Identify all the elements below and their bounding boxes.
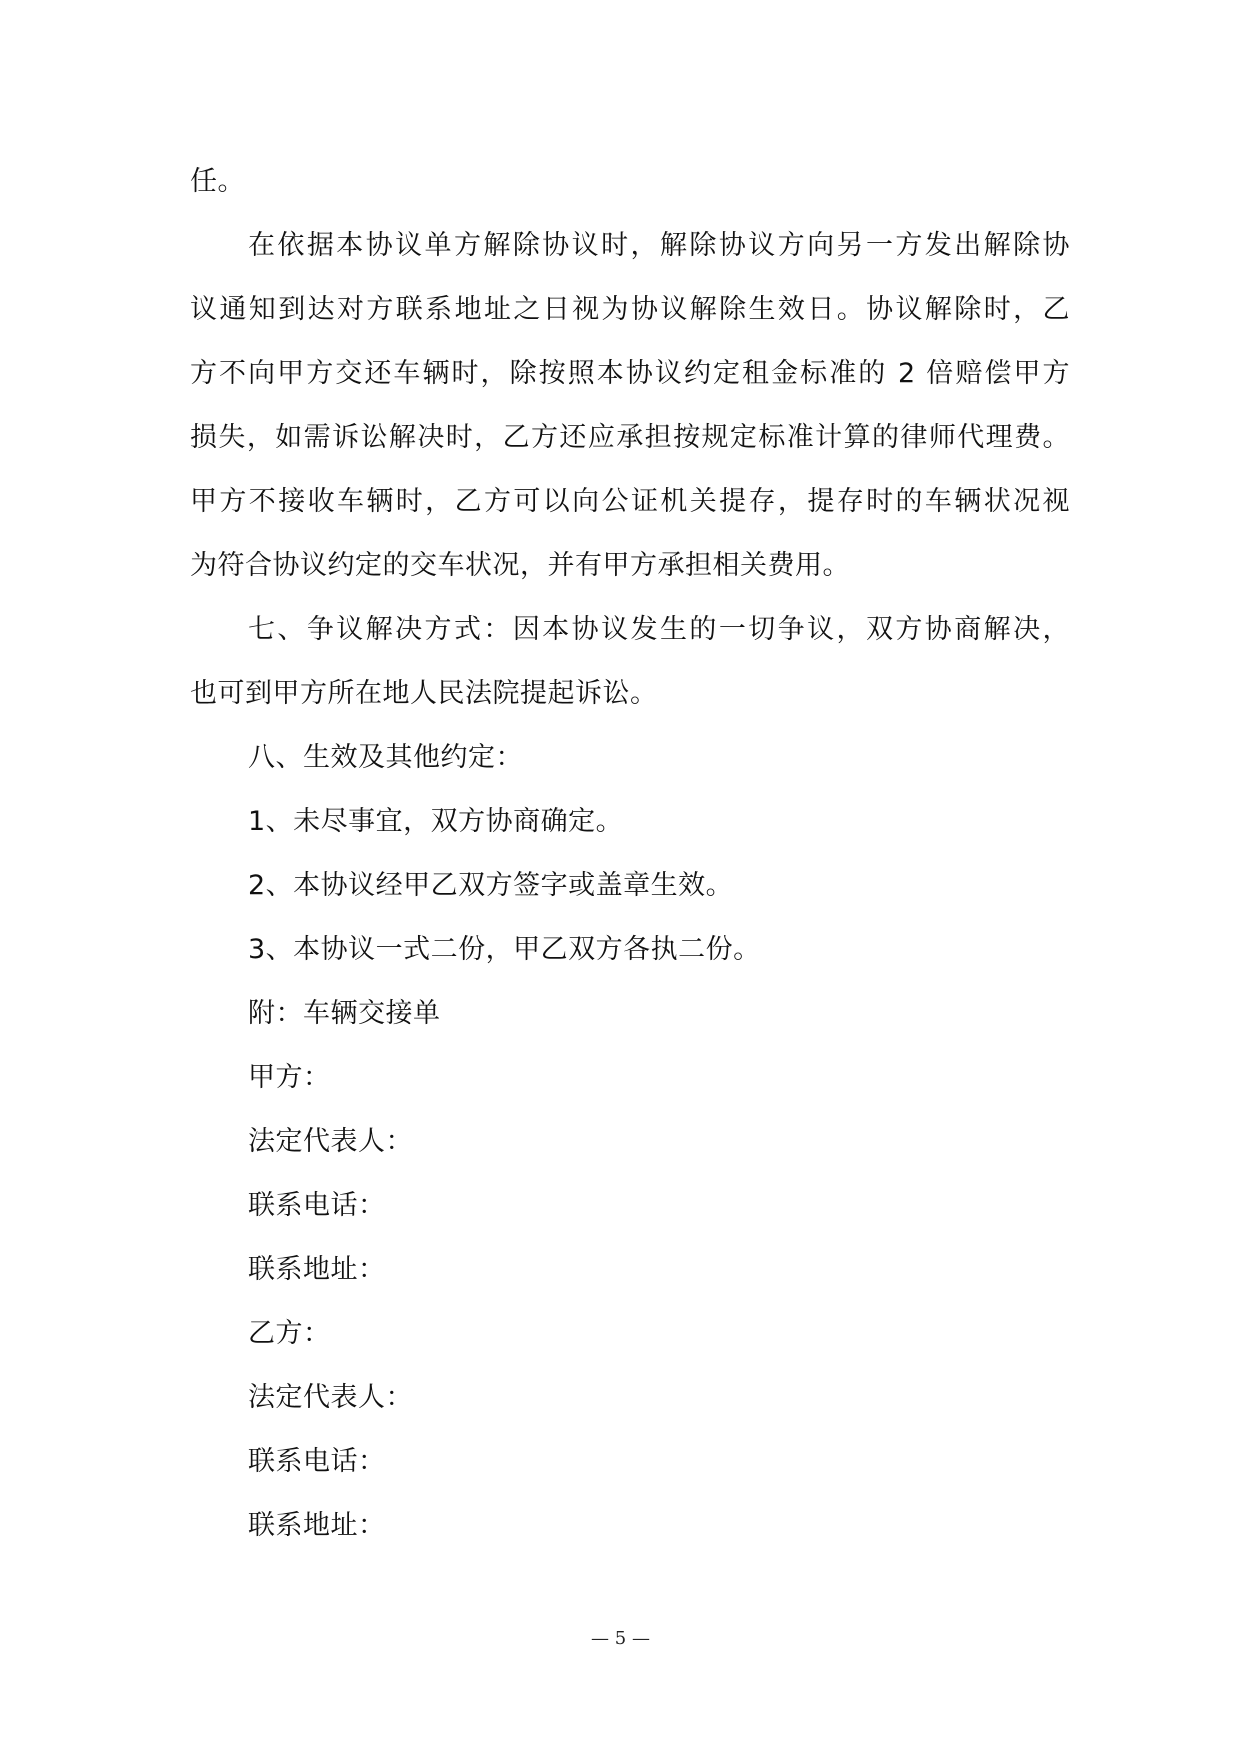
text-line: 议通知到达对方联系地址之日视为协议解除生效日。协议解除时，乙 — [190, 294, 1070, 325]
party-b-address-label: 联系地址： — [248, 1510, 386, 1541]
page-number: — 5 — — [591, 1628, 650, 1649]
text-line: 损失，如需诉讼解决时，乙方还应承担按规定标准计算的律师代理费。 — [190, 422, 1070, 453]
dispute-clause-line: 七、争议解决方式：因本协议发生的一切争议，双方协商解决， — [248, 614, 1070, 645]
party-a-phone-label: 联系电话： — [248, 1190, 386, 1221]
list-item: 2、本协议经甲乙双方签字或盖章生效。 — [248, 870, 734, 901]
party-b-label: 乙方： — [248, 1318, 331, 1349]
text-line: 为符合协议约定的交车状况，并有甲方承担相关费用。 — [190, 550, 850, 581]
party-a-address-label: 联系地址： — [248, 1254, 386, 1285]
text-line: 任。 — [190, 166, 245, 197]
document-body — [190, 150, 1070, 1558]
party-a-label: 甲方： — [248, 1062, 331, 1093]
text-line: 方不向甲方交还车辆时，除按照本协议约定租金标准的 2 倍赔偿甲方 — [190, 358, 1070, 389]
party-b-phone-label: 联系电话： — [248, 1446, 386, 1477]
list-item: 1、未尽事宜，双方协商确定。 — [248, 806, 624, 837]
section-heading: 八、生效及其他约定： — [248, 742, 523, 773]
text-line: 在依据本协议单方解除协议时，解除协议方向另一方发出解除协 — [248, 230, 1070, 261]
party-b-representative-label: 法定代表人： — [248, 1382, 413, 1413]
text-line: 甲方不接收车辆时，乙方可以向公证机关提存，提存时的车辆状况视 — [190, 486, 1070, 517]
party-a-representative-label: 法定代表人： — [248, 1126, 413, 1157]
list-item: 3、本协议一式二份，甲乙双方各执二份。 — [248, 934, 761, 965]
text-line: 也可到甲方所在地人民法院提起诉讼。 — [190, 678, 658, 709]
attachment-line: 附：车辆交接单 — [248, 998, 441, 1029]
